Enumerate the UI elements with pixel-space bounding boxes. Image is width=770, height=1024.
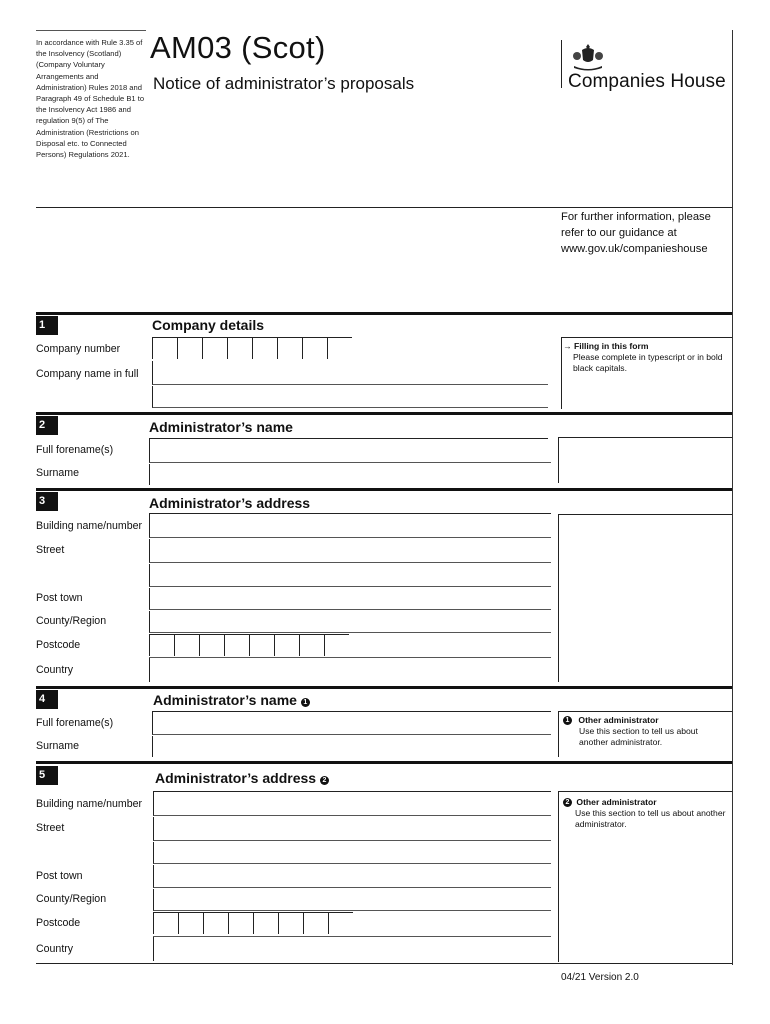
country-field-2[interactable] — [153, 937, 551, 961]
section-1-title: Company details — [152, 317, 265, 333]
legal-basis-text: In accordance with Rule 3.35 of the Insolvency (Scotland) (Company Voluntary Arrangements and Administration) Rules 2018 and Paragraph 49 of Schedule B1 to the Insolvency Act 1986 and regulation 9(5) of The Administration (Restrictions on Disposal etc. to Connected Persons) Regulations 2021. — [36, 38, 145, 160]
footnote-2-icon: 2 — [320, 776, 329, 785]
section-5-bar — [36, 761, 732, 764]
other-admin-note-2 — [563, 797, 728, 830]
post-town-field-2[interactable] — [153, 865, 551, 888]
other-admin-note-1-title: Other administrator — [578, 715, 659, 725]
section-1-number: 1 — [36, 316, 58, 335]
forenames-field-2[interactable] — [152, 712, 551, 735]
county-field[interactable] — [149, 611, 551, 633]
company-name-label: Company name in full — [36, 368, 139, 380]
section-5-title — [155, 769, 329, 787]
page-bottom-rule — [36, 963, 732, 964]
filling-note-title: Filling in this form — [573, 341, 649, 351]
company-name-field-line-2[interactable] — [152, 386, 548, 408]
forenames-label-2: Full forename(s) — [36, 717, 114, 729]
section-1-bar — [36, 312, 732, 315]
note-divider — [561, 337, 562, 409]
section-2-bar — [36, 412, 732, 415]
header-divider — [561, 40, 562, 88]
postcode-label: Postcode — [36, 639, 81, 651]
section-4-title-text: Administrator’s name — [153, 692, 297, 708]
note-divider — [558, 437, 559, 483]
note-rule — [558, 437, 732, 438]
county-field-2[interactable] — [153, 889, 551, 911]
section-4-number: 4 — [36, 690, 58, 709]
section-2-title: Administrator’s name — [149, 419, 293, 435]
country-field[interactable] — [149, 658, 551, 682]
company-number-boxes[interactable] — [152, 337, 352, 359]
filling-note-body: Please complete in typescript or in bold black capitals. — [573, 352, 723, 373]
further-info: For further information, please refer to our guidance at www.gov.uk/companieshouse — [561, 211, 711, 255]
form-title: Notice of administrator’s proposals — [153, 74, 415, 93]
other-admin-note-2-body: Use this section to tell us about another administrator. — [575, 808, 726, 829]
surname-field[interactable] — [149, 464, 551, 485]
companies-house-logo-text: Companies House — [568, 71, 726, 92]
version-label: 04/21 Version 2.0 — [561, 972, 639, 983]
company-name-field[interactable] — [152, 361, 548, 385]
street-field-line-2[interactable] — [149, 564, 551, 587]
note-rule — [561, 337, 732, 338]
building-label-2: Building name/number — [36, 798, 142, 810]
section-4-title — [153, 691, 310, 709]
post-town-label-2: Post town — [36, 870, 83, 882]
section-4-bar — [36, 686, 732, 689]
building-field[interactable] — [149, 514, 551, 538]
footnote-2-marker-icon: 2 — [563, 798, 572, 807]
top-rule — [36, 30, 146, 31]
footnote-1-marker-icon: 1 — [563, 716, 572, 725]
building-field-2[interactable] — [153, 792, 551, 816]
street-label: Street — [36, 544, 65, 556]
section-5-title-text: Administrator’s address — [155, 770, 317, 786]
note-divider — [558, 711, 559, 757]
surname-label-2: Surname — [36, 740, 79, 752]
country-label: Country — [36, 664, 74, 676]
other-admin-note-1 — [563, 715, 728, 748]
forenames-label: Full forename(s) — [36, 444, 114, 456]
page-right-border — [732, 30, 733, 965]
note-divider — [558, 791, 559, 962]
company-number-label: Company number — [36, 343, 121, 355]
note-rule — [558, 514, 732, 515]
building-label: Building name/number — [36, 520, 142, 532]
other-admin-note-2-title: Other administrator — [576, 797, 657, 807]
post-town-field[interactable] — [149, 588, 551, 610]
section-3-number: 3 — [36, 492, 58, 511]
forenames-field[interactable] — [149, 439, 551, 463]
footnote-1-icon: 1 — [301, 698, 310, 707]
section-3-bar — [36, 488, 732, 491]
postcode-label-2: Postcode — [36, 917, 81, 929]
surname-label: Surname — [36, 467, 79, 479]
form-code: AM03 (Scot) — [150, 30, 326, 65]
section-2-number: 2 — [36, 416, 58, 435]
street-field-2[interactable] — [153, 817, 551, 841]
street-field-2-line-2[interactable] — [153, 842, 551, 864]
country-label-2: Country — [36, 943, 74, 955]
note-divider — [558, 514, 559, 682]
note-rule — [558, 791, 732, 792]
street-label-2: Street — [36, 822, 65, 834]
royal-crest-icon — [568, 42, 608, 72]
county-label: County/Region — [36, 615, 107, 627]
street-field[interactable] — [149, 539, 551, 563]
note-rule — [558, 711, 732, 712]
filling-in-note: → Filling in this form Please complete in typescript or in bold black capitals. — [563, 341, 728, 374]
postcode-boxes[interactable] — [149, 634, 349, 656]
postcode-boxes-2[interactable] — [153, 912, 353, 934]
other-admin-note-1-body: Use this section to tell us about another administrator. — [579, 726, 698, 747]
surname-field-2[interactable] — [152, 736, 551, 757]
section-3-title: Administrator’s address — [149, 495, 311, 511]
county-label-2: County/Region — [36, 893, 107, 905]
section-5-number: 5 — [36, 766, 58, 785]
header-rule — [36, 207, 732, 208]
post-town-label: Post town — [36, 592, 83, 604]
